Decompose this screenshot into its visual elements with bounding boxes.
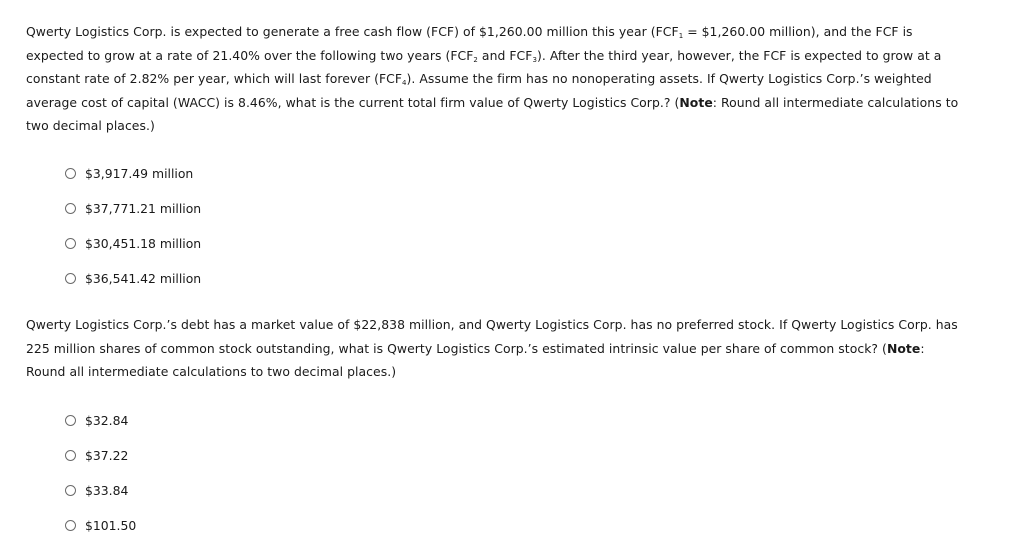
answer-option[interactable] (65, 508, 136, 543)
question-2-text (26, 313, 966, 384)
radio-button[interactable] (65, 485, 76, 496)
answer-option-label[interactable]: $33.84 (85, 483, 129, 498)
question-2-options (65, 403, 136, 543)
radio-button[interactable] (65, 273, 76, 284)
note-text: : Round all intermediate calculations to two decimal places.) (26, 340, 925, 379)
subscript-2: 2 (473, 55, 478, 64)
answer-option[interactable] (65, 191, 201, 226)
subscript-1: 1 (678, 32, 684, 40)
question-1-segment: and FCF (477, 47, 533, 63)
answer-option[interactable] (65, 438, 136, 473)
question-1-segment: ). Assume the firm has no nonoperating assets. If Qwerty Logistics Corp.’s weighted average cost of capital (WACC) is 8.46%, what is the current total firm value of Qwerty Logistics Corp.? ( (26, 71, 932, 110)
question-2-segment: Qwerty Logistics Corp.’s debt has a market value of $22,838 million, and Qwerty Logistics Corp. has no preferred stock. If Qwerty Logistics Corp. has 225 million shares of common stock outstanding, what is Qwerty Logistics Corp.’s estimated intrinsic value per share of common stock? ( (26, 317, 958, 356)
question-1-text (26, 20, 966, 138)
radio-button[interactable] (65, 520, 76, 531)
radio-button[interactable] (65, 415, 76, 426)
radio-button[interactable] (65, 168, 76, 179)
radio-button[interactable] (65, 203, 76, 214)
question-1-options (65, 156, 201, 296)
answer-option-label[interactable]: $101.50 (85, 518, 137, 533)
radio-button[interactable] (65, 238, 76, 249)
answer-option-label[interactable]: $36,541.42 million (85, 271, 202, 286)
answer-option-label[interactable]: $37,771.21 million (85, 201, 202, 216)
note-label: Note (886, 340, 921, 356)
note-label: Note (679, 94, 713, 110)
answer-option[interactable] (65, 403, 136, 438)
answer-option-label[interactable]: $30,451.18 million (85, 236, 202, 251)
answer-option-label[interactable]: $32.84 (85, 413, 129, 428)
answer-option[interactable] (65, 261, 201, 296)
note-text: : Round all intermediate calculations to two decimal places.) (26, 94, 959, 133)
question-1-segment: Qwerty Logistics Corp. is expected to generate a free cash flow (FCF) of $1,260.00 million this year (FCF (26, 24, 679, 39)
question-1-segment: = $1,260.00 million), and the FCF is expected to grow at a rate of 21.40% over the following two years (FCF (26, 24, 913, 63)
answer-option-label[interactable]: $37.22 (85, 448, 129, 463)
subscript-3: 3 (532, 55, 537, 64)
radio-button[interactable] (65, 450, 76, 461)
answer-option[interactable] (65, 473, 136, 508)
answer-option-label[interactable]: $3,917.49 million (85, 166, 194, 181)
answer-option[interactable] (65, 226, 201, 261)
question-1-segment: ). After the third year, however, the FCF is expected to grow at a constant rate of 2.82% per year, which will last forever (FCF (26, 47, 942, 86)
subscript-4: 4 (402, 79, 407, 87)
answer-option[interactable] (65, 156, 201, 191)
